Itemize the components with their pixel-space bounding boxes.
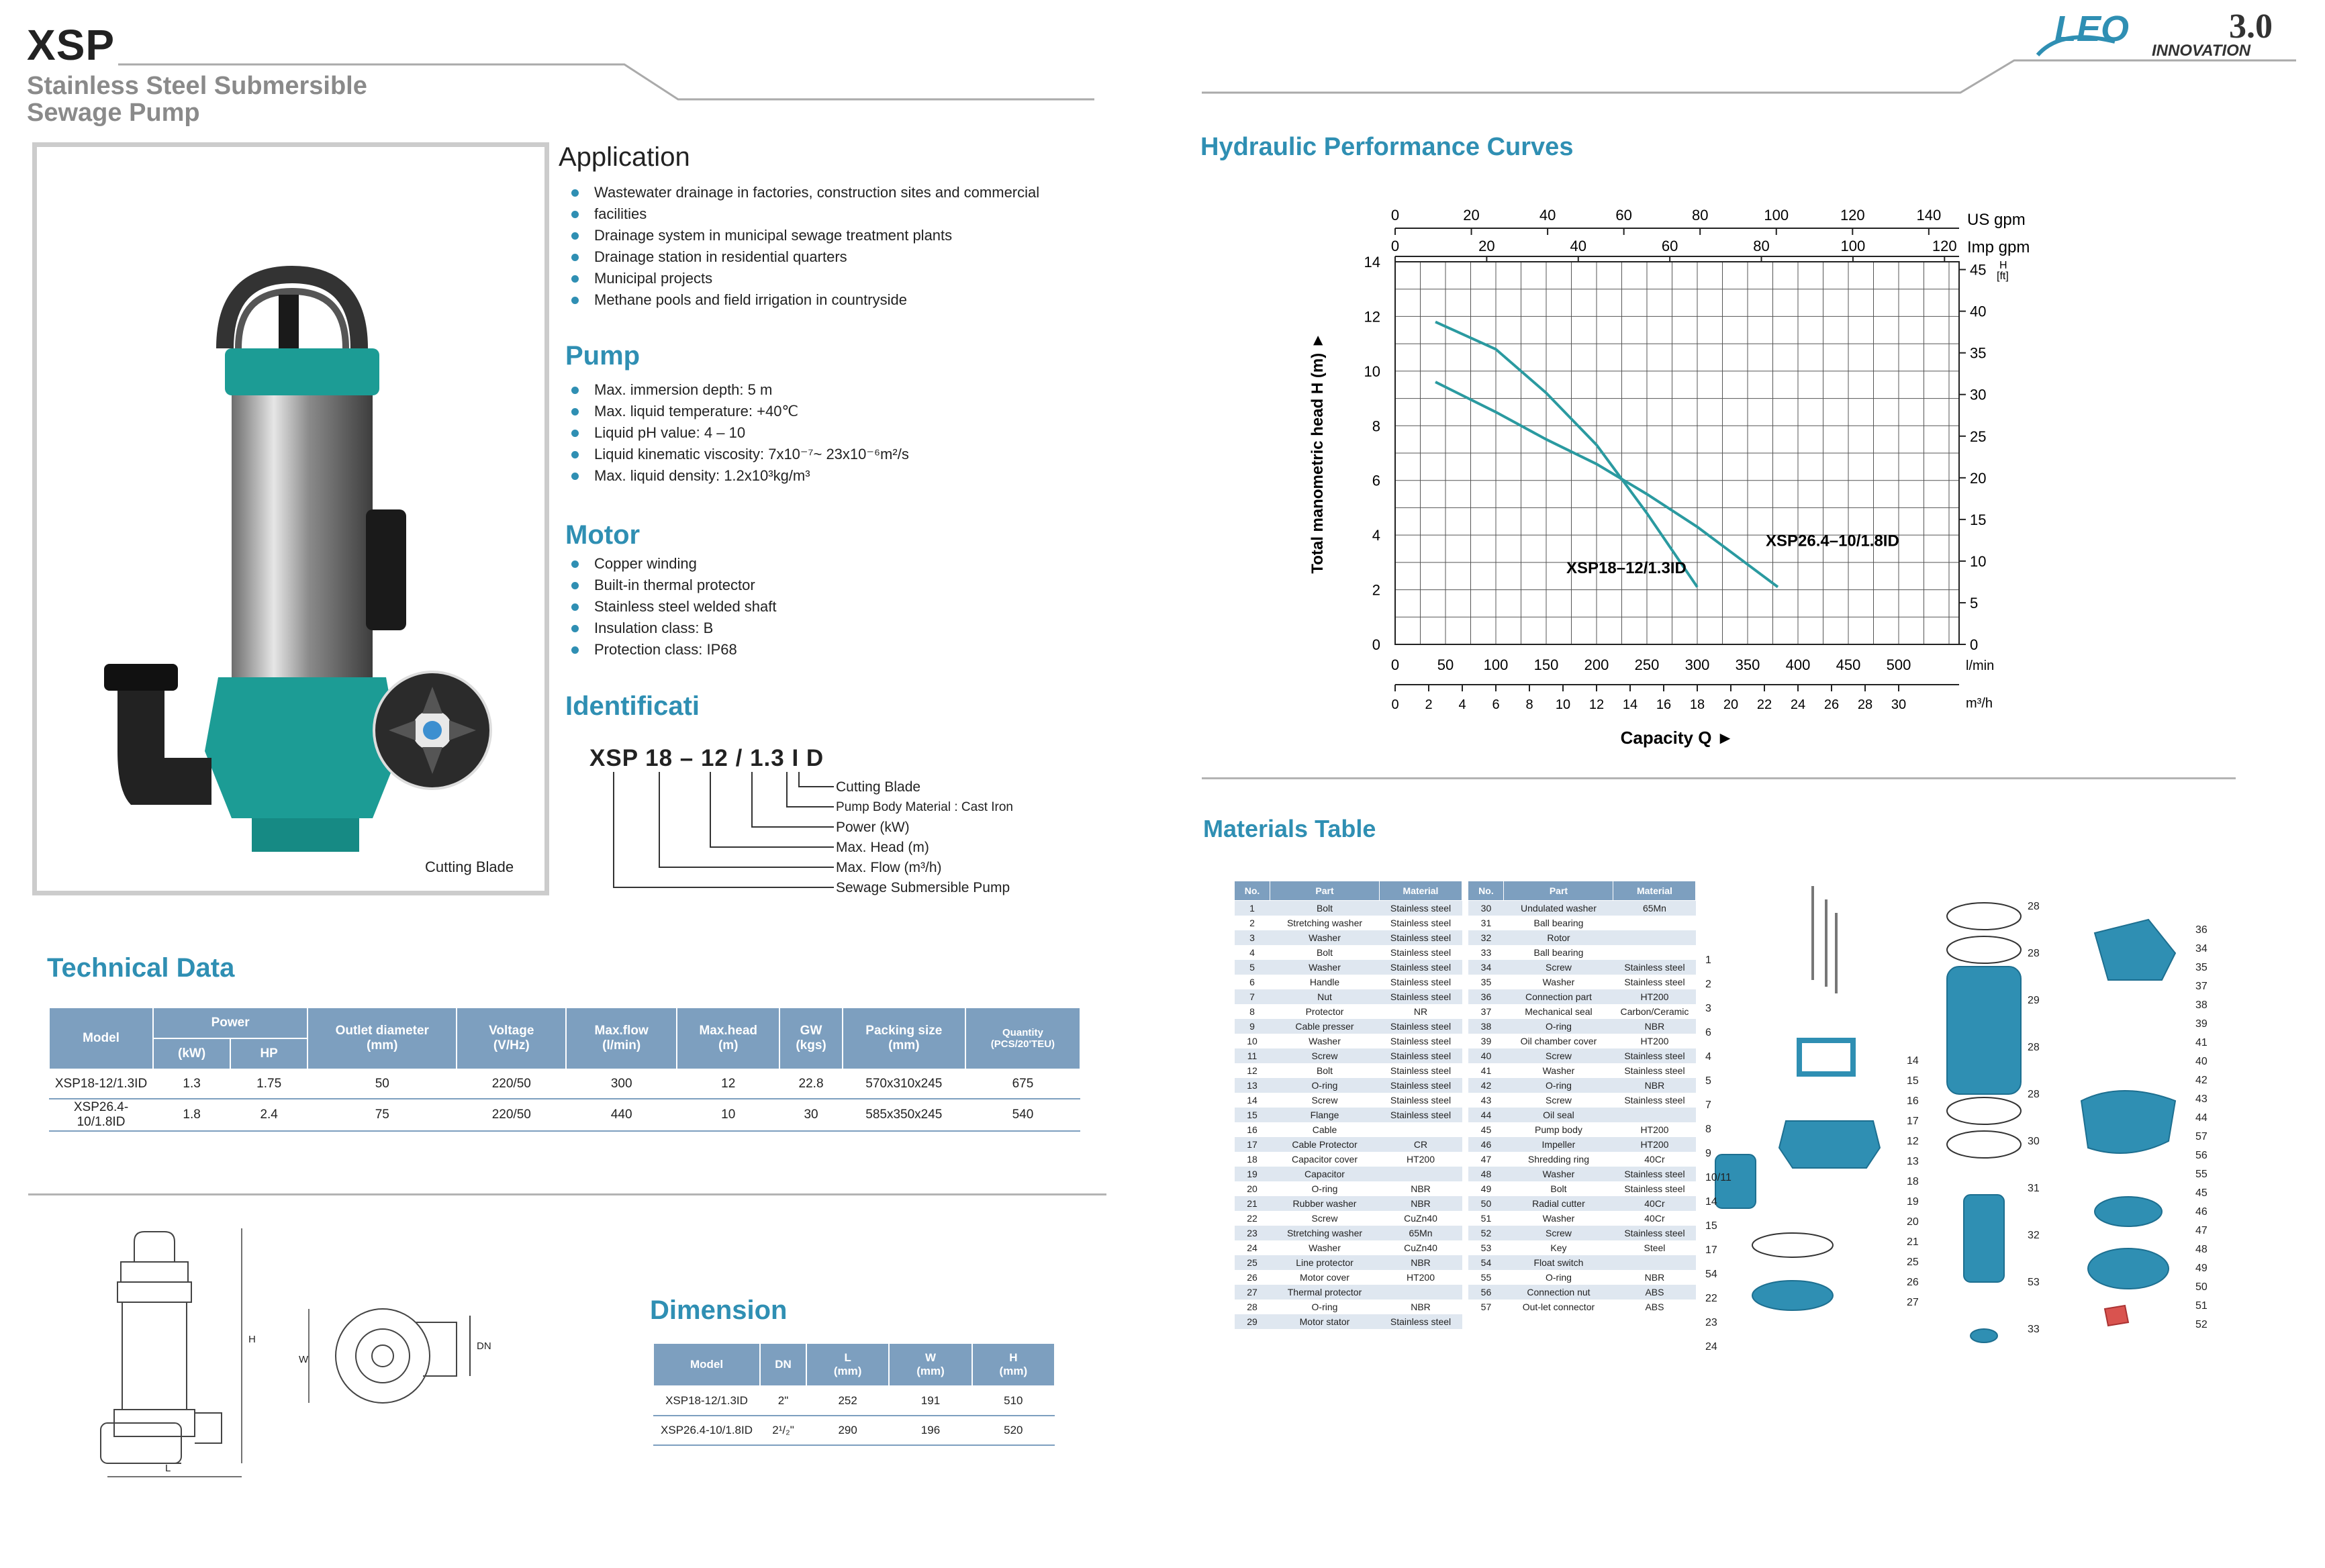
col-w: W (mm) [889, 1343, 971, 1386]
table-row: 4 Bolt Stainless steel [1249, 947, 1452, 958]
usgpm-tick-label: 60 [1615, 207, 1632, 224]
table-row: 32 Rotor [1468, 930, 1696, 945]
impgpm-tick-label: 80 [1753, 238, 1770, 254]
part-number-label: 37 [2195, 981, 2208, 992]
col-material: Material [1613, 881, 1696, 901]
part-number-label: 35 [2195, 962, 2208, 973]
table-row: 52 Screw Stainless steel [1468, 1226, 1696, 1240]
x-tick-label: 200 [1584, 656, 1609, 673]
list-item: Liquid pH value: 4 – 10 [567, 422, 1091, 444]
table-row: XSP26.4-10/1.8ID 1.8 2.4 75 220/50 440 10 30 585x350x245 540 [49, 1099, 1080, 1131]
part-number-label: 23 [1705, 1317, 1717, 1328]
table-row: 15 Flange Stainless steel [1235, 1108, 1462, 1122]
table-row: 36 Connection part HT200 [1468, 989, 1696, 1004]
usgpm-tick-label: 120 [1840, 207, 1865, 224]
table-row: 31 Ball bearing [1480, 918, 1584, 928]
part-number-label: 12 [1907, 1136, 1919, 1147]
usgpm-tick-label: 100 [1764, 207, 1789, 224]
col-outlet: Outlet diameter (mm) [307, 1008, 457, 1069]
ft-tick-label: 40 [1970, 303, 1987, 320]
motor-list [567, 553, 1091, 660]
materials-title: Materials Table [1203, 815, 1376, 842]
header-rules [0, 0, 2325, 114]
cutting-blade-caption: Cutting Blade [425, 859, 514, 875]
table-row: 3 Washer Stainless steel [1235, 930, 1462, 945]
part-number-label: 33 [2028, 1324, 2040, 1335]
cutting-blade-inset [373, 671, 492, 790]
table-row: 8 Protector NR [1249, 1006, 1428, 1017]
table-header-row [1235, 881, 1462, 901]
x-tick-label: 350 [1735, 656, 1760, 673]
col-maxflow: Max.flow (l/min) [566, 1008, 677, 1069]
table-row: 55 O-ring NBR [1480, 1272, 1665, 1283]
ft-tick-label: 30 [1970, 386, 1987, 403]
table-row: 56 Connection nut ABS [1468, 1285, 1696, 1300]
ft-unit-label: H [1999, 260, 2007, 271]
exploded-parts-icon [1715, 886, 2175, 1342]
y-tick-label: 2 [1372, 581, 1380, 599]
part-number-label: 8 [1705, 1124, 1711, 1135]
m3h-tick-label: 4 [1458, 697, 1466, 712]
ft-unit-label-2: [ft] [1997, 271, 2009, 282]
part-number-label: 57 [2195, 1131, 2208, 1142]
ft-tick-label: 20 [1970, 469, 1987, 487]
table-row: 57 Out-let connector ABS [1480, 1302, 1664, 1312]
impgpm-unit-label: Imp gpm [1967, 238, 2030, 256]
table-row: 48 Washer Stainless steel [1468, 1167, 1696, 1181]
impgpm-tick-label: 40 [1570, 238, 1587, 254]
part-number-label: 28 [2028, 1089, 2040, 1100]
table-row: 10 Washer Stainless steel [1247, 1036, 1452, 1046]
part-number-label: 50 [2195, 1281, 2208, 1293]
table-row: 46 Impeller HT200 [1468, 1137, 1696, 1152]
subtitle-line-1: Stainless Steel Submersible [27, 72, 367, 100]
dimension-title: Dimension [650, 1295, 788, 1325]
y-tick-label: 4 [1372, 527, 1380, 544]
part-number-label: 4 [1705, 1051, 1711, 1063]
materials-table-wrapper [1234, 881, 1696, 1329]
identification-code: XSP 18 – 12 / 1.3 I D [589, 745, 824, 771]
table-row: 49 Bolt Stainless steel [1480, 1183, 1685, 1194]
part-number-label: 30 [2028, 1136, 2040, 1147]
part-number-label: 22 [1705, 1293, 1717, 1304]
y-tick-label: 14 [1364, 254, 1380, 271]
table-row: 33 Ball bearing [1480, 947, 1584, 958]
col-maxhead: Max.head (m) [677, 1008, 779, 1069]
technical-table [48, 1007, 1081, 1132]
table-row: 43 Screw Stainless steel [1480, 1095, 1685, 1106]
col-model: Model [653, 1343, 760, 1386]
part-number-label: 56 [2195, 1150, 2208, 1161]
col-packing: Packing size (mm) [843, 1008, 965, 1069]
table-row: 44 Oil seal [1468, 1108, 1696, 1122]
y-tick-label: 12 [1364, 308, 1380, 326]
table-row: 29 Motor stator Stainless steel [1235, 1314, 1462, 1329]
col-hp: HP [230, 1038, 307, 1069]
brand-name: LEO [2054, 9, 2130, 49]
table-row: 35 Washer Stainless steel [1480, 977, 1685, 987]
part-number-label: 14 [1907, 1055, 1919, 1067]
table-row: 1 Bolt Stainless steel [1235, 901, 1462, 916]
m3h-tick-label: 26 [1823, 697, 1840, 712]
m3h-tick-label: 12 [1588, 697, 1605, 712]
pump-top-view-icon [336, 1309, 470, 1403]
ft-tick-label: 10 [1970, 552, 1987, 570]
impgpm-tick-label: 20 [1478, 238, 1495, 254]
col-gw: GW (kgs) [779, 1008, 842, 1069]
col-no: No. [1468, 881, 1504, 901]
col-l: L (mm) [806, 1343, 889, 1386]
x-tick-label: 0 [1390, 656, 1400, 673]
y-tick-label: 6 [1372, 472, 1380, 489]
table-row: 18 Capacitor cover HT200 [1247, 1154, 1435, 1165]
usgpm-tick-label: 40 [1539, 207, 1556, 224]
part-number-label: 27 [1907, 1297, 1919, 1308]
table-row: 47 Shredding ring 40Cr [1480, 1154, 1665, 1165]
part-number-label: 16 [1907, 1095, 1919, 1107]
part-number-label: 15 [1907, 1075, 1919, 1087]
table-row: XSP18-12/1.3ID 1.3 1.75 50 220/50 300 12 22.8 570x310x245 675 [49, 1069, 1080, 1099]
series-line-0 [1435, 322, 1697, 587]
part-number-label: 51 [2195, 1300, 2208, 1312]
table-row: 22 Screw CuZn40 [1247, 1213, 1437, 1224]
dim-label-dn: DN [477, 1340, 491, 1352]
col-dn: DN [760, 1343, 806, 1386]
part-number-label: 13 [1907, 1156, 1919, 1167]
id-label-cutting-blade: Cutting Blade [836, 779, 921, 795]
part-number-label: 52 [2195, 1319, 2208, 1330]
x-tick-label: 500 [1886, 656, 1911, 673]
pump-side-view-icon [101, 1232, 222, 1463]
divider-right [1202, 777, 2236, 779]
materials-table-left [1234, 881, 1462, 1329]
id-label-sewage-pump: Sewage Submersible Pump [836, 880, 1010, 895]
impgpm-tick-label: 60 [1661, 238, 1678, 254]
part-number-label: 17 [1705, 1244, 1717, 1256]
x-tick-label: 150 [1533, 656, 1559, 673]
table-row: 54 Float switch [1468, 1255, 1696, 1270]
pump-title: Pump [565, 341, 640, 371]
application-title: Application [559, 142, 690, 172]
identification-title: Identificati [565, 691, 700, 721]
table-row: 16 Cable [1247, 1124, 1337, 1135]
part-number-label: 3 [1705, 1003, 1711, 1014]
subtitle-line-2: Sewage Pump [27, 99, 200, 127]
table-row: 20 O-ring NBR [1247, 1183, 1431, 1194]
table-row: 13 O-ring Stainless steel [1235, 1078, 1462, 1093]
usgpm-unit-label: US gpm [1967, 211, 2026, 229]
performance-chart [1276, 195, 2175, 765]
part-number-label: 38 [2195, 999, 2208, 1011]
part-number-label: 40 [2195, 1056, 2208, 1067]
part-number-label: 55 [2195, 1169, 2208, 1180]
m3h-tick-label: 20 [1723, 697, 1739, 712]
table-row: 7 Nut Stainless steel [1235, 989, 1462, 1004]
list-item: Max. liquid temperature: +40℃ [567, 401, 1091, 422]
usgpm-tick-label: 140 [1916, 207, 1942, 224]
brand-version: 3.0 [2229, 7, 2273, 46]
table-row: 34 Screw Stainless steel [1468, 960, 1696, 975]
id-label-max-head: Max. Head (m) [836, 840, 929, 855]
table-row: 14 Screw Stainless steel [1247, 1095, 1452, 1106]
part-number-label: 10/11 [1705, 1172, 1731, 1183]
table-row: 30 Undulated washer 65Mn [1468, 901, 1696, 916]
impgpm-tick-label: 120 [1932, 238, 1957, 254]
materials-table-right [1468, 881, 1696, 1314]
model-code: XSP [27, 21, 115, 69]
table-row: 17 Cable Protector CR [1235, 1137, 1462, 1152]
series-line-1 [1435, 382, 1778, 587]
id-label-power: Power (kW) [836, 820, 910, 835]
table-row: 12 Bolt Stainless steel [1247, 1065, 1452, 1076]
brand-logo [2034, 8, 2316, 62]
part-number-label: 43 [2195, 1093, 2208, 1105]
identification-leaders [591, 772, 846, 899]
table-row: 2 Stretching washer Stainless steel [1249, 918, 1452, 928]
impgpm-tick-label: 100 [1840, 238, 1866, 254]
list-item: Wastewater drainage in factories, construction sites and commercial [567, 182, 1091, 203]
table-row: 53 Key Steel [1480, 1242, 1666, 1253]
table-row: 45 Pump body HT200 [1480, 1124, 1669, 1135]
usgpm-tick-label: 20 [1463, 207, 1480, 224]
part-number-label: 49 [2195, 1263, 2208, 1274]
m3h-tick-label: 22 [1756, 697, 1772, 712]
ft-tick-label: 5 [1970, 594, 1979, 611]
m3h-tick-label: 8 [1525, 697, 1533, 712]
col-voltage: Voltage (V/Hz) [457, 1008, 566, 1069]
part-number-label: 53 [2028, 1277, 2040, 1288]
part-number-label: 54 [1705, 1269, 1717, 1280]
part-number-label: 1 [1705, 954, 1711, 966]
divider-left [28, 1193, 1106, 1195]
col-power: Power [153, 1008, 307, 1038]
list-item: Max. immersion depth: 5 m [567, 379, 1091, 401]
table-row: 9 Cable presser Stainless steel [1235, 1019, 1462, 1034]
table-row: 26 Motor cover HT200 [1247, 1272, 1435, 1283]
pump-list [567, 379, 1091, 487]
part-number-label: 36 [2195, 924, 2208, 936]
exploded-view-diagram [1705, 879, 2256, 1363]
table-header-row [1468, 881, 1696, 901]
part-number-label: 48 [2195, 1244, 2208, 1255]
part-number-label: 2 [1705, 979, 1711, 990]
col-material: Material [1380, 881, 1462, 901]
part-number-label: 24 [1705, 1341, 1717, 1353]
usgpm-tick-label: 0 [1390, 207, 1400, 224]
series-label-0: XSP18–12/1.3ID [1566, 559, 1687, 578]
ft-tick-label: 25 [1970, 428, 1987, 445]
part-number-label: 47 [2195, 1225, 2208, 1236]
y-tick-label: 10 [1364, 362, 1380, 380]
list-item: Municipal projects [567, 268, 1091, 289]
table-row: 28 O-ring NBR [1247, 1302, 1431, 1312]
col-model: Model [49, 1008, 153, 1069]
list-item: Liquid kinematic viscosity: 7x10⁻⁷~ 23x10⁻⁶m²/s [567, 444, 1091, 465]
m3h-unit-label: m³/h [1966, 696, 1993, 711]
part-number-label: 34 [2195, 943, 2208, 954]
part-number-label: 45 [2195, 1187, 2208, 1199]
dimension-table [653, 1342, 1055, 1446]
table-row: 6 Handle Stainless steel [1249, 977, 1452, 987]
list-item: Insulation class: B [567, 618, 1091, 639]
x-tick-label: 250 [1634, 656, 1660, 673]
usgpm-tick-label: 80 [1691, 207, 1709, 224]
part-number-label: 9 [1705, 1148, 1711, 1159]
part-number-label: 31 [2028, 1183, 2040, 1194]
dim-label-h: H [248, 1334, 256, 1345]
part-number-label: 5 [1705, 1075, 1711, 1087]
part-number-label: 44 [2195, 1112, 2208, 1124]
dim-label-w: W [299, 1354, 309, 1365]
table-row: 27 Thermal protector [1235, 1285, 1462, 1300]
m3h-tick-label: 6 [1492, 697, 1500, 712]
part-number-label: 21 [1907, 1236, 1919, 1248]
table-row: XSP26.4-10/1.8ID 2¹/₂" 290 196 520 [653, 1416, 1055, 1445]
x-unit-label: l/min [1966, 658, 1995, 673]
col-quantity: Quantity (PCS/20'TEU) [965, 1008, 1080, 1069]
table-row: 19 Capacitor [1235, 1167, 1462, 1181]
ft-tick-label: 45 [1970, 261, 1987, 279]
part-number-label: 39 [2195, 1018, 2208, 1030]
ft-tick-label: 0 [1970, 636, 1979, 653]
table-row: 40 Screw Stainless steel [1468, 1048, 1696, 1063]
x-tick-label: 100 [1483, 656, 1509, 673]
table-row: XSP18-12/1.3ID 2" 252 191 510 [653, 1386, 1055, 1416]
part-number-label: 6 [1705, 1027, 1711, 1038]
dim-label-l: L [165, 1463, 171, 1474]
technical-title: Technical Data [47, 953, 235, 983]
part-number-label: 46 [2195, 1206, 2208, 1218]
table-row: 50 Radial cutter 40Cr [1468, 1196, 1696, 1211]
list-item: Max. liquid density: 1.2x10³kg/m³ [567, 465, 1091, 487]
list-item: Drainage station in residential quarters [567, 246, 1091, 268]
x-axis-label: Capacity Q ► [1620, 728, 1734, 748]
m3h-tick-label: 18 [1689, 697, 1705, 712]
col-part: Part [1270, 881, 1380, 901]
part-number-label: 14 [1705, 1196, 1717, 1208]
series-label-1: XSP26.4–10/1.8ID [1766, 532, 1899, 550]
part-number-label: 28 [2028, 1042, 2040, 1053]
table-row: 37 Mechanical seal Carbon/Ceramic [1480, 1006, 1689, 1017]
table-row: 41 Washer Stainless steel [1480, 1065, 1685, 1076]
part-number-label: 28 [2028, 948, 2040, 959]
y-axis-label: Total manometric head H (m) ► [1309, 332, 1327, 574]
list-item: Protection class: IP68 [567, 639, 1091, 660]
m3h-tick-label: 14 [1622, 697, 1638, 712]
part-number-label: 20 [1907, 1216, 1919, 1228]
part-number-label: 15 [1705, 1220, 1717, 1232]
chart-title: Hydraulic Performance Curves [1200, 133, 1574, 161]
x-tick-label: 50 [1437, 656, 1454, 673]
part-number-label: 7 [1705, 1099, 1711, 1111]
table-row: 11 Screw Stainless steel [1235, 1048, 1462, 1063]
cutting-blade-icon [375, 673, 489, 787]
list-item: Drainage system in municipal sewage treatment plants [567, 225, 1091, 246]
col-no: No. [1235, 881, 1270, 901]
ft-tick-label: 35 [1970, 344, 1987, 362]
product-photo-frame [32, 142, 549, 895]
y-tick-label: 8 [1372, 418, 1380, 435]
application-list [567, 182, 1091, 311]
motor-title: Motor [565, 520, 640, 550]
table-row: 23 Stretching washer 65Mn [1235, 1226, 1462, 1240]
brand-tagline: INNOVATION [2152, 42, 2251, 60]
part-number-label: 19 [1907, 1196, 1919, 1208]
part-number-label: 29 [2028, 995, 2040, 1006]
x-tick-label: 300 [1685, 656, 1710, 673]
table-row: 21 Rubber washer NBR [1235, 1196, 1462, 1211]
ft-tick-label: 15 [1970, 511, 1987, 528]
part-number-label: 25 [1907, 1257, 1919, 1268]
list-item: Built-in thermal protector [567, 575, 1091, 596]
table-row: 42 O-ring NBR [1468, 1078, 1696, 1093]
list-item: Copper winding [567, 553, 1091, 575]
x-tick-label: 400 [1785, 656, 1811, 673]
list-item: Stainless steel welded shaft [567, 596, 1091, 618]
y-tick-label: 0 [1372, 636, 1380, 653]
m3h-tick-label: 0 [1391, 697, 1399, 712]
table-row: 39 Oil chamber cover HT200 [1480, 1036, 1669, 1046]
part-number-label: 18 [1907, 1176, 1919, 1187]
part-number-label: 42 [2195, 1075, 2208, 1086]
m3h-tick-label: 16 [1656, 697, 1672, 712]
part-number-label: 41 [2195, 1037, 2208, 1048]
table-row: 25 Line protector NBR [1235, 1255, 1462, 1270]
x-tick-label: 450 [1836, 656, 1861, 673]
col-part: Part [1504, 881, 1613, 901]
id-label-max-flow: Max. Flow (m³/h) [836, 860, 942, 875]
list-item: Methane pools and field irrigation in countryside [567, 289, 1091, 311]
list-item: facilities [567, 203, 1091, 225]
identification-labels [836, 777, 1013, 898]
m3h-tick-label: 30 [1891, 697, 1907, 712]
table-row: 24 Washer CuZn40 [1247, 1242, 1437, 1253]
table-row: 38 O-ring NBR [1468, 1019, 1696, 1034]
dimension-drawing [81, 1222, 510, 1490]
part-number-label: 32 [2028, 1230, 2040, 1241]
table-row: 5 Washer Stainless steel [1235, 960, 1462, 975]
table-row: 51 Washer 40Cr [1480, 1213, 1665, 1224]
m3h-tick-label: 24 [1790, 697, 1806, 712]
col-kw: (kW) [153, 1038, 230, 1069]
m3h-tick-label: 2 [1425, 697, 1433, 712]
impgpm-tick-label: 0 [1390, 238, 1400, 254]
m3h-tick-label: 10 [1555, 697, 1571, 712]
m3h-tick-label: 28 [1857, 697, 1873, 712]
id-label-body-material: Pump Body Material : Cast Iron [836, 800, 1013, 814]
part-number-label: 17 [1907, 1116, 1919, 1127]
part-number-label: 26 [1907, 1277, 1919, 1288]
col-h: H (mm) [972, 1343, 1055, 1386]
part-number-label: 28 [2028, 901, 2040, 912]
